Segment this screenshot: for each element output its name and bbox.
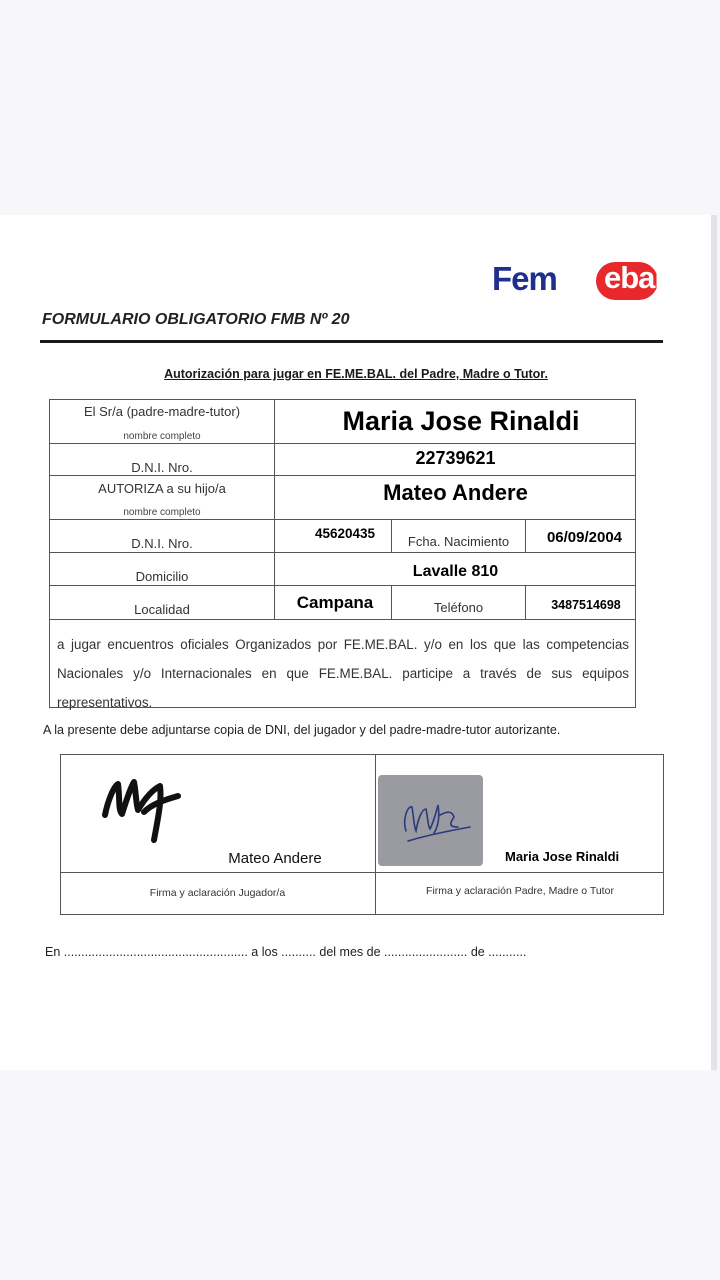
page-edge [711, 215, 717, 1070]
birth-date-value: 06/09/2004 [546, 529, 623, 546]
guardian-label: El Sr/a (padre-madre-tutor) [83, 404, 241, 419]
birth-date-label: Fcha. Nacimiento [407, 534, 510, 549]
guardian-dni-label: D.N.I. Nro. [131, 460, 193, 475]
guardian-name-value: Maria Jose Rinaldi [342, 406, 580, 436]
table-column-divider [274, 399, 275, 619]
child-dni-label: D.N.I. Nro. [131, 536, 193, 551]
date-place-line: En ..................................................... a los .......... del mes de ........................ de ........... [45, 945, 527, 959]
guardian-signature [378, 775, 483, 866]
guardian-dni-value: 22739621 [415, 448, 496, 468]
authorization-paragraph: a jugar encuentros oficiales Organizados por FE.ME.BAL. y/o en los que las competencias Nacionales y/o Internacionales en que FE.ME.BAL. participe a través de sus equipos representativos. [57, 637, 629, 710]
guardian-name-signed: Maria Jose Rinaldi [505, 849, 620, 864]
attachment-note: A la presente debe adjuntarse copia de DNI, del jugador y del padre-madre-tutor autorizante. [43, 723, 561, 737]
city-label: Localidad [134, 602, 190, 617]
authorizes-label: AUTORIZA a su hijo/a [98, 481, 226, 496]
guardian-signature-caption: Firma y aclaración Padre, Madre o Tutor [426, 885, 614, 897]
player-signature [100, 770, 185, 855]
child-dni-value: 45620435 [314, 526, 376, 541]
player-signature-caption: Firma y aclaración Jugador/a [149, 887, 286, 899]
child-sublabel: nombre completo [123, 507, 201, 518]
title-rule [40, 340, 663, 343]
address-value: Lavalle 810 [412, 563, 499, 580]
logo-text-fe: Fem [492, 260, 557, 297]
phone-label: Teléfono [433, 600, 484, 615]
form-title: FORMULARIO OBLIGATORIO FMB Nº 20 [42, 311, 350, 328]
child-name-value: Mateo Andere [383, 480, 528, 505]
guardian-sublabel: nombre completo [123, 431, 201, 442]
form-subtitle: Autorización para jugar en FE.ME.BAL. del Padre, Madre o Tutor. [164, 367, 548, 381]
femebal-logo [492, 260, 662, 302]
city-value: Campana [296, 593, 374, 612]
logo-text-bal: ebal [604, 260, 663, 295]
phone-value: 3487514698 [551, 598, 621, 612]
guardian-signature-stamp [378, 775, 483, 866]
player-name-signed: Mateo Andere [228, 850, 322, 867]
address-label: Domicilio [135, 569, 189, 584]
